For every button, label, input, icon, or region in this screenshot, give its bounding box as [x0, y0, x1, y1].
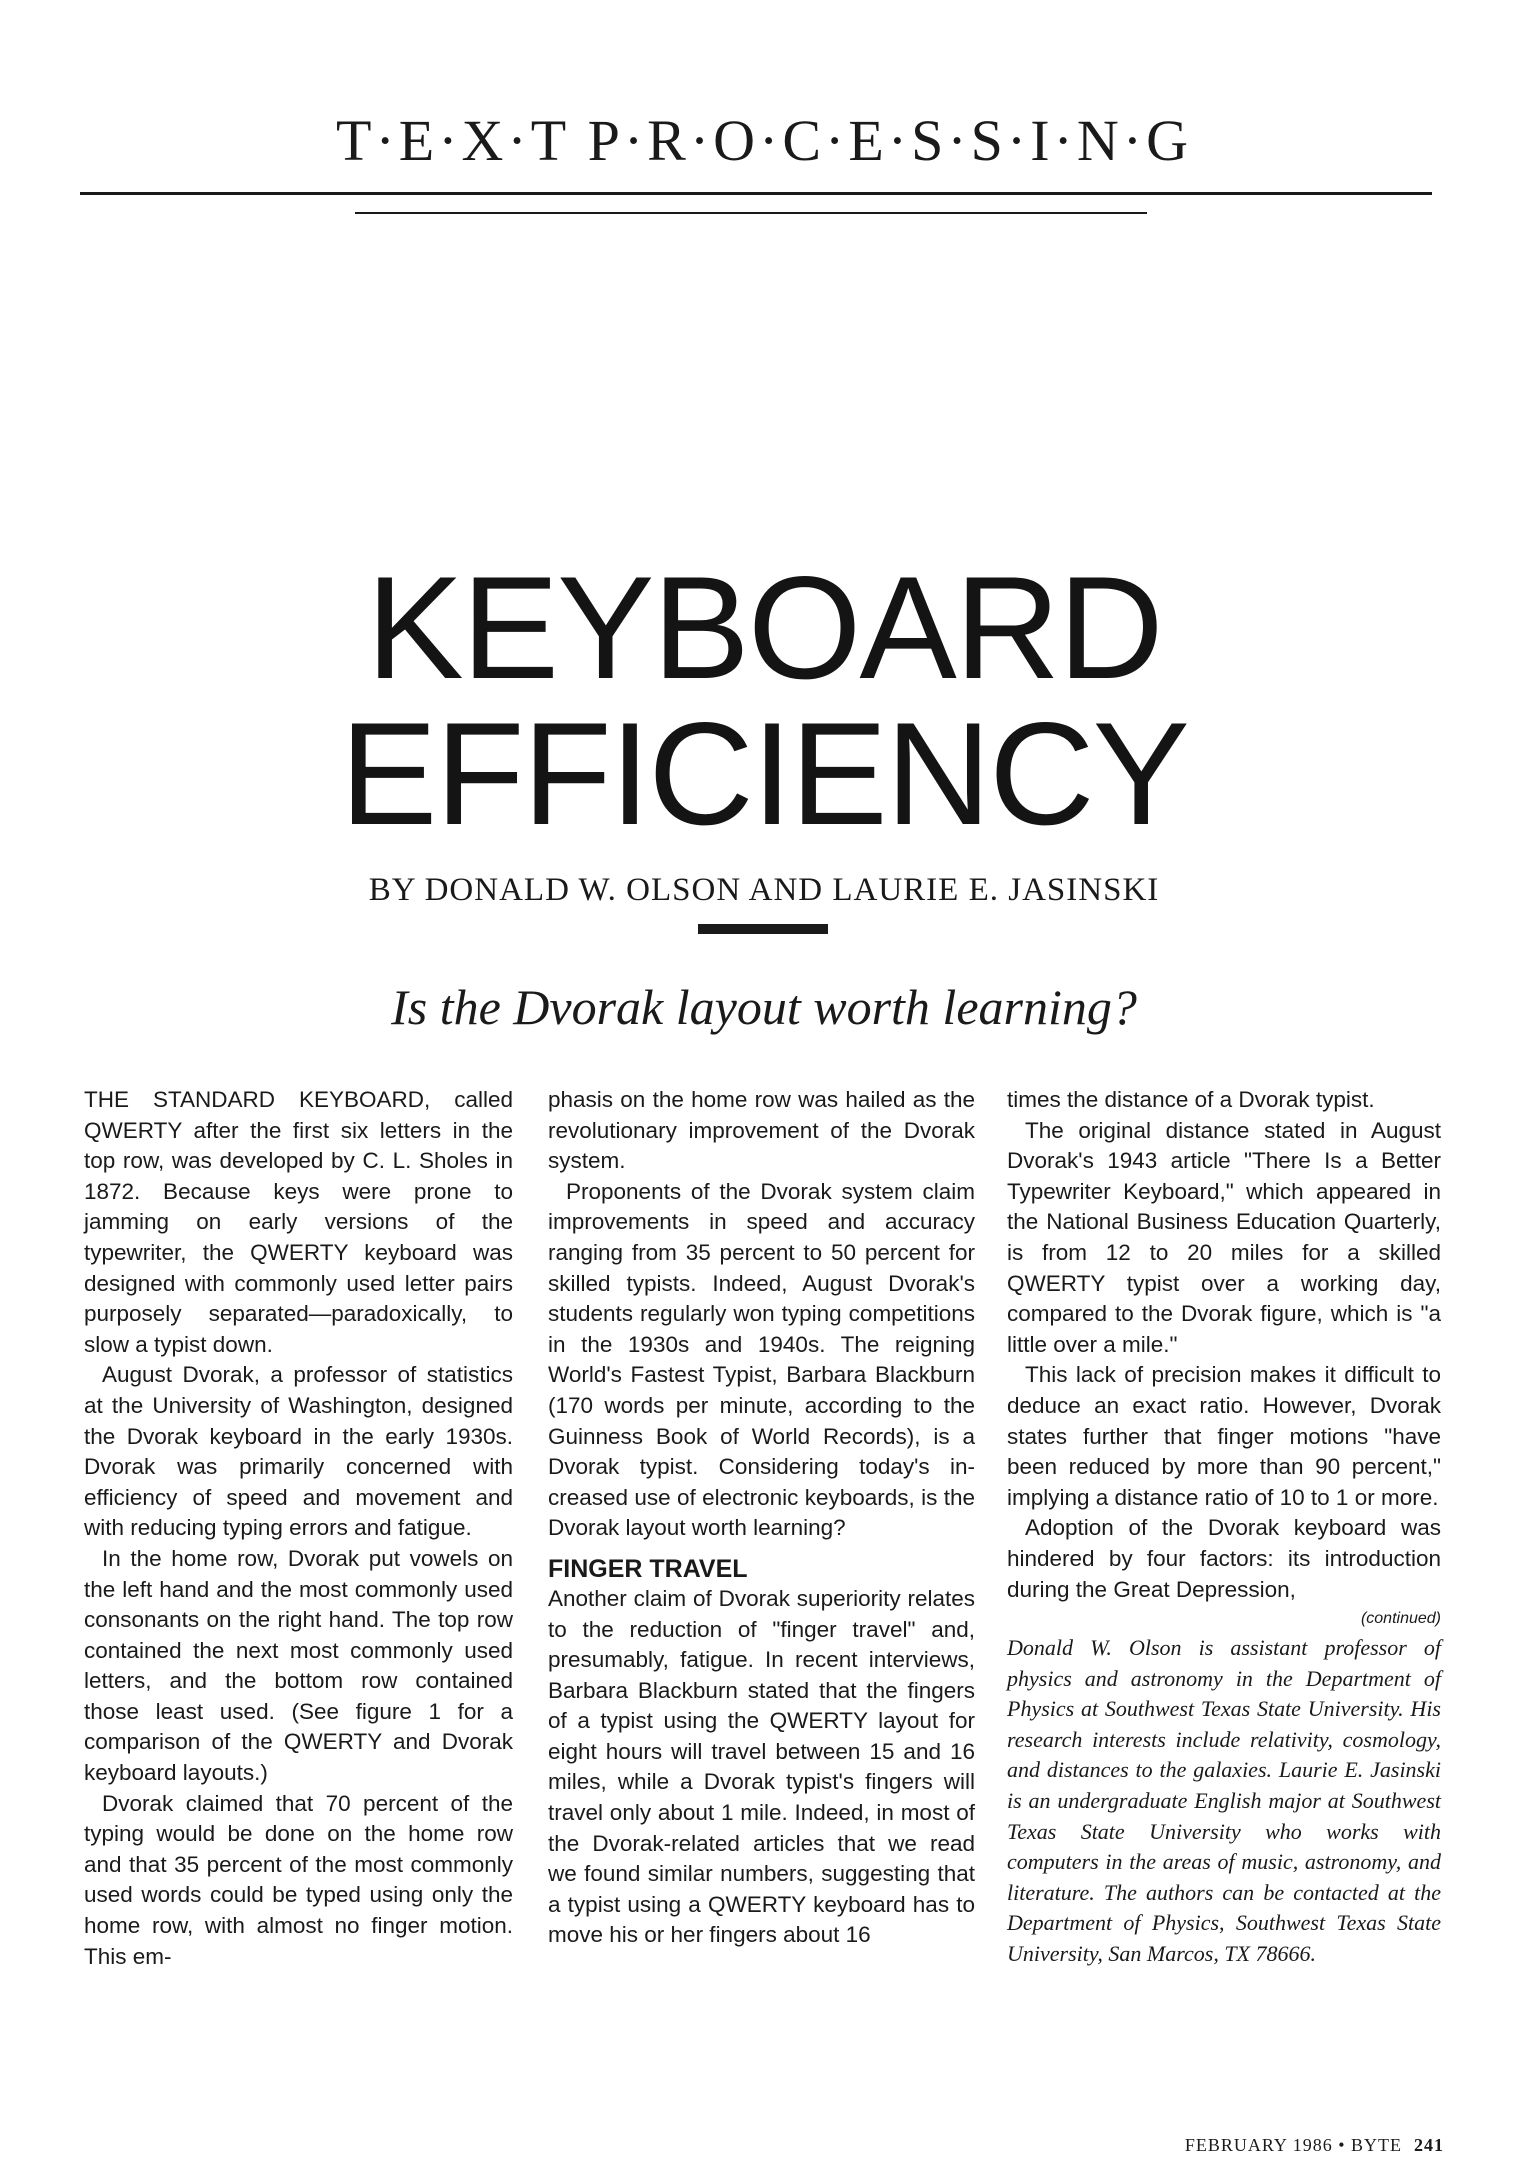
paragraph: times the distance of a Dvorak typist.: [1007, 1087, 1375, 1112]
title-line-1: KEYBOARD: [366, 546, 1162, 709]
header-rule: [80, 192, 1432, 195]
subhead-finger-travel: FINGER TRAVEL: [548, 1554, 748, 1583]
byline: BY DONALD W. OLSON AND LAURIE E. JASINSKI: [368, 872, 1160, 908]
paragraph: Proponents of the Dvorak system claim improvements in speed and accuracy ranging from 35 percent to 50 percent for skilled typists. Indeed, August Dvorak's students regularly won typing competitions in the 1930s and 1940s. The reigning World's Fastest Typist, Barbara Blackburn (170 words per minute, according to the Guinness Book of World Records), is a Dvorak typist. Considering today's increased use of electronic keyboards, is the Dvorak layout worth learning?: [548, 1178, 975, 1541]
title-line-2: EFFICIENCY: [340, 692, 1188, 855]
paragraph: August Dvorak, a professor of statistics at the University of Washington, designed the Dvorak keyboard in the early 1930s. Dvorak was primarily concerned with efficiency of speed and movement and with reducing typing errors and fatigue.: [84, 1362, 513, 1541]
paragraph: The original distance stated in August Dvorak's 1943 article "There Is a Better Typewriter Keyboard," which appeared in the National Business Education Quarterly, is from 12 to 20 miles for a skilled QWERTY typist over a working day, compared to the Dvorak figure, which is "a little over a mile.": [1007, 1117, 1441, 1357]
deck: Is the Dvorak layout worth learning?: [391, 979, 1137, 1035]
column-3: [1007, 1085, 1441, 1970]
paragraph: THE STANDARD KEYBOARD, called QWERTY after the first six letters in the top row, was developed by C. L. Sholes in 1872. Because keys were prone to jamming on early versions of the typewriter, the QWERTY keyboard was designed with commonly used letter pairs purposely separated—paradoxically, to slow a typist down.: [84, 1087, 513, 1357]
paragraph: This lack of precision makes it difficult to deduce an exact ratio. However, Dvorak states further that finger motions "have been reduced by more than 90 percent," implying a distance ratio of 10 to 1 or more.: [1007, 1362, 1441, 1510]
paragraph: phasis on the home row was hailed as the revolutionary improvement of the Dvorak system.: [548, 1087, 975, 1174]
page-footer: [1185, 2135, 1444, 2156]
article-title: [0, 546, 1528, 855]
paragraph: Adoption of the Dvorak keyboard was hindered by four factors: its introduction during the Great Depression,: [1007, 1515, 1441, 1602]
paragraph: In the home row, Dvorak put vowels on the left hand and the most commonly used consonants on the right hand. The top row contained the next most commonly used letters, and the bottom row contained those least used. (See figure 1 for a comparison of the QWERTY and Dvorak keyboard layouts.): [84, 1545, 513, 1786]
byline-bar: [698, 924, 828, 934]
paragraph: Dvorak claimed that 70 percent of the typing would be done on the home row and that 35 percent of the most commonly used words could be typed using only the home row, with almost no finger motion. This em-: [84, 1790, 513, 1969]
footer-issue: FEBRUARY 1986 • BYTE: [1184, 2135, 1402, 2155]
column-2: [548, 1085, 975, 1951]
header-subrule: [355, 212, 1147, 214]
author-bio: Donald W. Olson is assistant professor of physics and astronomy in the Department of Physics at Southwest Texas State University. His research interests include relativity, cosmology, and distances to the galaxies. Laurie E. Jasinski is an undergraduate English major at Southwest Texas State University who works with computers in the areas of music, astronomy, and literature. The authors can be contacted at the Department of Physics, Southwest Texas State University, San Marcos, TX 78666.: [1007, 1635, 1441, 1967]
section-header: T·E·X·T P·R·O·C·E·S·S·I·N·G: [336, 108, 1192, 173]
page-number: 241: [1414, 2135, 1444, 2155]
continued-note: (continued): [1360, 1610, 1441, 1628]
paragraph: Another claim of Dvorak superiority relates to the reduction of "finger travel" and, presumably, fatigue. In recent interviews, Barbara Blackburn stated that the fingers of a typist using the QWERTY layout for eight hours will travel between 15 and 16 miles, while a Dvorak typist's fingers will travel only about 1 mile. Indeed, in most of the Dvorak-related articles that we read we found similar numbers, suggesting that a typist using a QWERTY keyboard has to move his or her fingers about 16: [548, 1585, 975, 1948]
column-1: [84, 1085, 513, 1972]
